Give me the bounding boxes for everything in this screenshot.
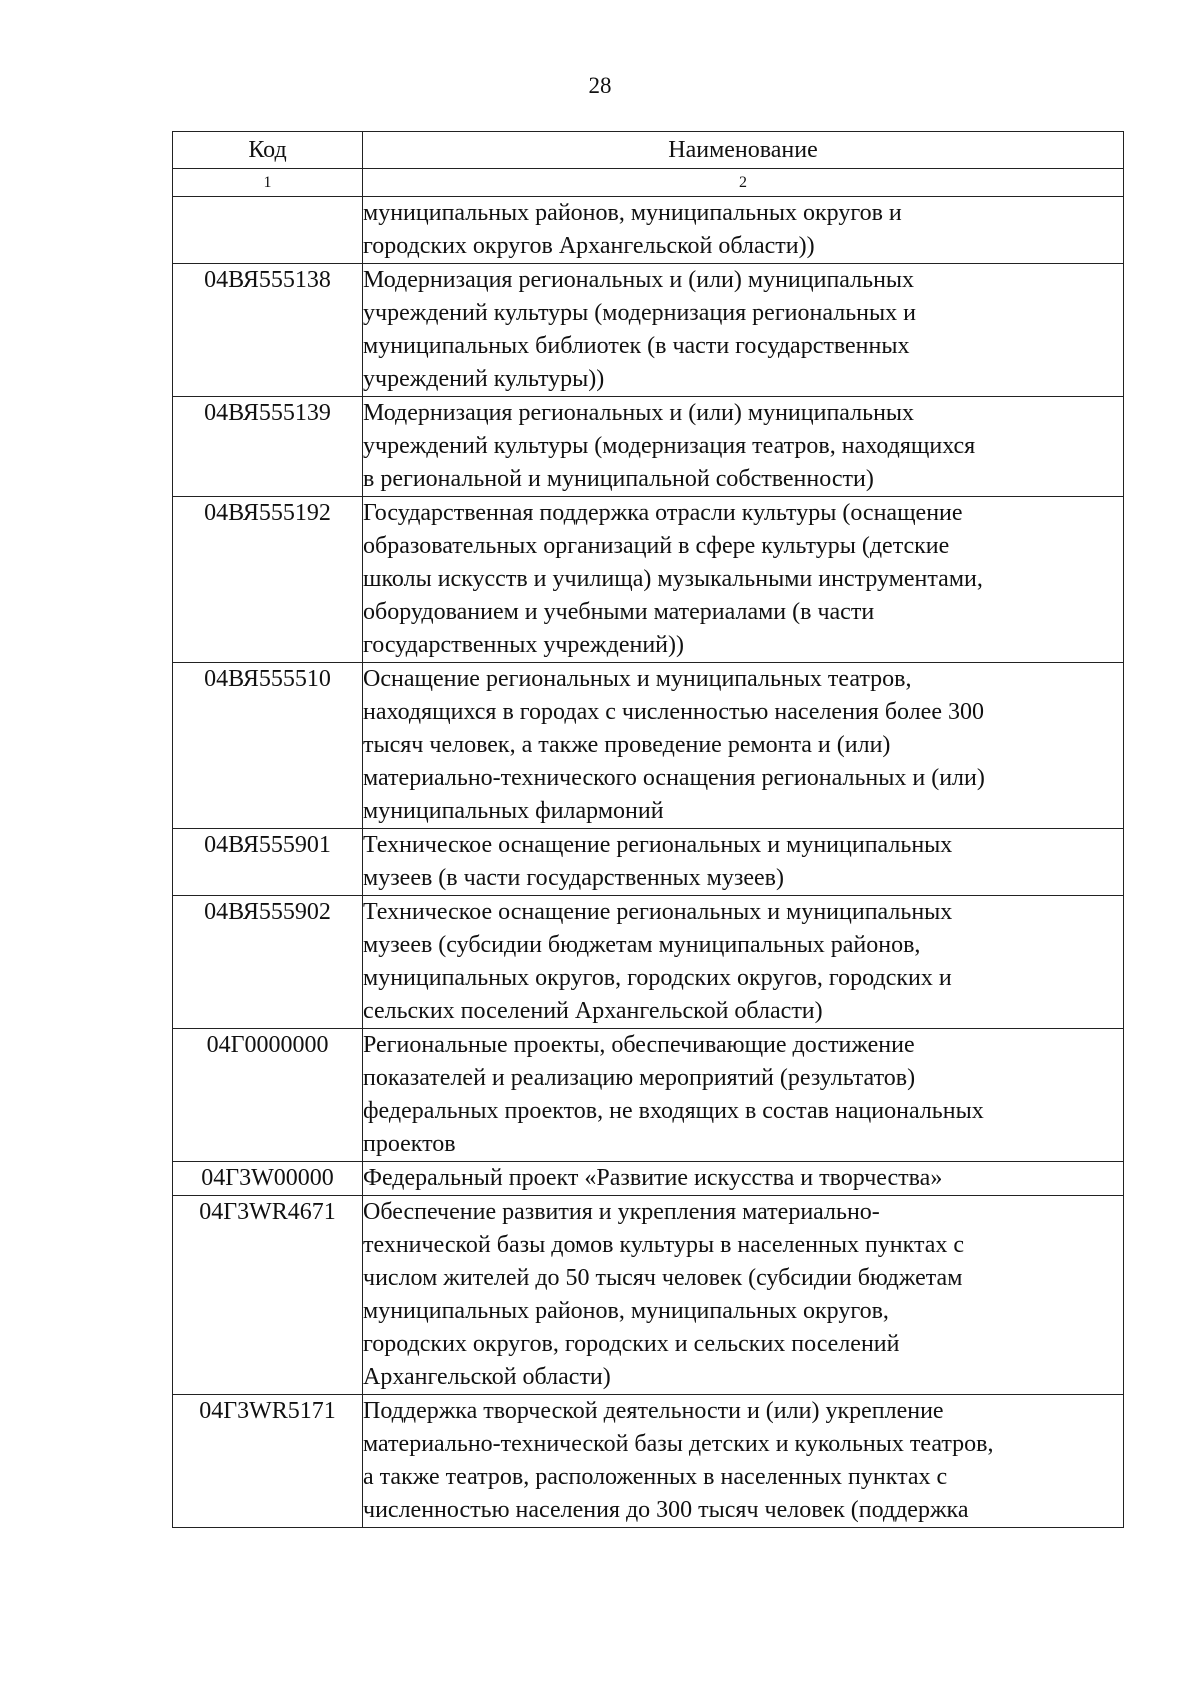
row-name-line: городских округов Архангельской области)) (363, 233, 815, 259)
table-row (173, 1196, 1124, 1395)
row-name-line: Модернизация региональных и (или) муниципальных (363, 400, 915, 426)
table-row (173, 264, 1124, 397)
row-name-line: учреждений культуры)) (363, 366, 605, 392)
table-row (173, 829, 1124, 896)
row-name-line: Модернизация региональных и (или) муниципальных (363, 267, 915, 293)
row-name-line: в региональной и муниципальной собственности) (363, 466, 874, 492)
row-name-line: государственных учреждений)) (363, 632, 685, 658)
row-code: 04ВЯ555901 (173, 829, 363, 896)
column-number-code: 1 (173, 169, 363, 197)
row-name-line: числом жителей до 50 тысяч человек (субсидии бюджетам (363, 1265, 963, 1291)
row-name-line: численностью населения до 300 тысяч человек (поддержка (363, 1497, 969, 1523)
row-code: 04Г3WR5171 (173, 1395, 363, 1528)
row-name-line: музеев (в части государственных музеев) (363, 865, 784, 891)
header-code: Код (173, 132, 363, 169)
row-name-line: Государственная поддержка отрасли культуры (оснащение (363, 500, 963, 526)
row-name-line: муниципальных библиотек (в части государственных (363, 333, 910, 359)
budget-code-table (172, 131, 1124, 1528)
row-code: 04Г3W00000 (173, 1162, 363, 1196)
row-name-line: проектов (363, 1131, 456, 1157)
row-name-line: Поддержка творческой деятельности и (или) укрепление (363, 1398, 944, 1424)
table-row (173, 1395, 1124, 1528)
row-name-line: музеев (субсидии бюджетам муниципальных районов, (363, 932, 921, 958)
row-name-line: Региональные проекты, обеспечивающие достижение (363, 1032, 915, 1058)
row-name-line: образовательных организаций в сфере культуры (детские (363, 533, 950, 559)
row-name-line: оборудованием и учебными материалами (в части (363, 599, 875, 625)
row-name-line: городских округов, городских и сельских поселений (363, 1331, 900, 1357)
row-name (363, 397, 1124, 497)
row-name (363, 829, 1124, 896)
row-name-line: материально-технической базы детских и кукольных театров, (363, 1431, 994, 1457)
column-number-row (173, 169, 1124, 197)
row-name (363, 197, 1124, 264)
table-row (173, 896, 1124, 1029)
row-name-line: Обеспечение развития и укрепления материально- (363, 1199, 880, 1225)
row-name (363, 497, 1124, 663)
row-name-line: федеральных проектов, не входящих в состав национальных (363, 1098, 984, 1124)
row-name-line: школы искусств и училища) музыкальными инструментами, (363, 566, 983, 592)
row-name-line: Техническое оснащение региональных и муниципальных (363, 832, 953, 858)
row-name-line: учреждений культуры (модернизация театров, находящихся (363, 433, 976, 459)
row-code: 04ВЯ555139 (173, 397, 363, 497)
row-name (363, 264, 1124, 397)
row-code: 04ВЯ555192 (173, 497, 363, 663)
row-name (363, 1029, 1124, 1162)
row-name-line: муниципальных филармоний (363, 798, 664, 824)
table-header-row (173, 132, 1124, 169)
row-name-line: муниципальных округов, городских округов, городских и (363, 965, 952, 991)
table-row (173, 497, 1124, 663)
page-number: 28 (588, 73, 612, 98)
row-code: 04Г3WR4671 (173, 1196, 363, 1395)
table-row (173, 197, 1124, 264)
row-name-line: Федеральный проект «Развитие искусства и творчества» (363, 1165, 943, 1191)
row-name (363, 1162, 1124, 1196)
table-body (173, 197, 1124, 1528)
row-code: 04Г0000000 (173, 1029, 363, 1162)
row-name (363, 1395, 1124, 1528)
table-row (173, 663, 1124, 829)
row-name-line: муниципальных районов, муниципальных округов, (363, 1298, 889, 1324)
table-row (173, 1162, 1124, 1196)
row-name (363, 663, 1124, 829)
row-name-line: материально-технического оснащения региональных и (или) (363, 765, 985, 791)
row-name-line: технической базы домов культуры в населенных пунктах с (363, 1232, 965, 1258)
row-name (363, 896, 1124, 1029)
table-row (173, 397, 1124, 497)
row-name-line: сельских поселений Архангельской области) (363, 998, 823, 1024)
row-code: 04ВЯ555902 (173, 896, 363, 1029)
row-name-line: Оснащение региональных и муниципальных театров, (363, 666, 912, 692)
row-name-line: показателей и реализацию мероприятий (результатов) (363, 1065, 916, 1091)
row-name-line: муниципальных районов, муниципальных округов и (363, 200, 902, 226)
row-name-line: Архангельской области) (363, 1364, 611, 1390)
row-code: 04ВЯ555510 (173, 663, 363, 829)
column-number-name: 2 (363, 169, 1124, 197)
header-name: Наименование (363, 132, 1124, 169)
row-name-line: Техническое оснащение региональных и муниципальных (363, 899, 953, 925)
table-row (173, 1029, 1124, 1162)
row-name-line: тысяч человек, а также проведение ремонта и (или) (363, 732, 891, 758)
row-name-line: а также театров, расположенных в населенных пунктах с (363, 1464, 948, 1490)
row-code: 04ВЯ555138 (173, 264, 363, 397)
row-name-line: учреждений культуры (модернизация региональных и (363, 300, 916, 326)
row-code (173, 197, 363, 264)
row-name-line: находящихся в городах с численностью населения более 300 (363, 699, 984, 725)
row-name (363, 1196, 1124, 1395)
